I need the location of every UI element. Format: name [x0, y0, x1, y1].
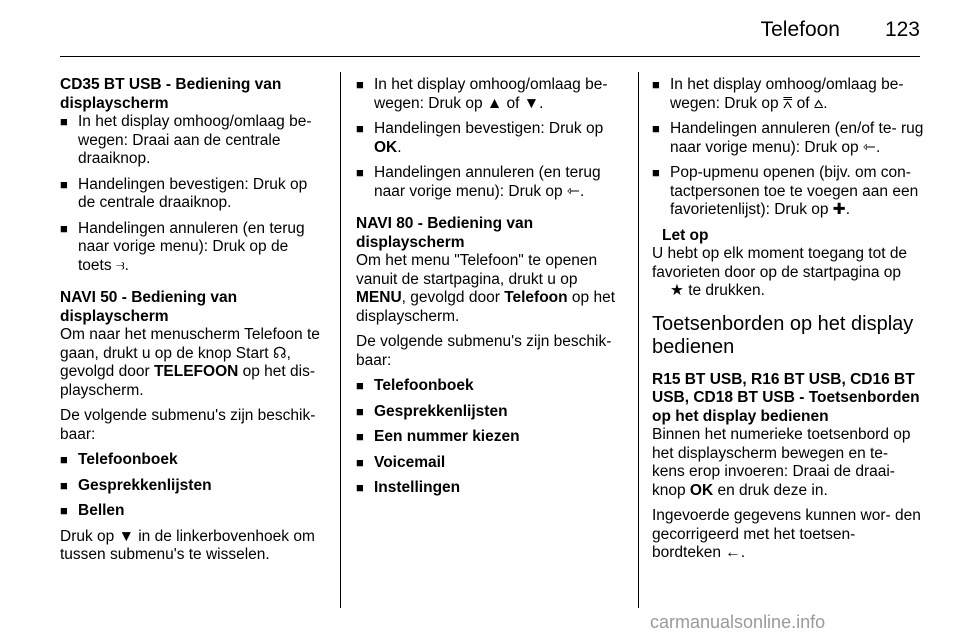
paragraph: De volgende submenu's zijn beschik- baar:: [60, 407, 316, 443]
list-item: ■ In het display omhoog/omlaag be- wegen: Druk op ⩞ of ⩟.: [652, 76, 904, 112]
list-item: ■ Voicemail: [356, 453, 446, 471]
paragraph: Binnen het numerieke toetsenbord op het displayscherm bewegen en te- kens erop invoeren: Draai de draai- knop OK en druk deze in.: [652, 426, 911, 499]
list-item: ■ Gesprekkenlijsten: [356, 402, 508, 420]
list-item: ■ In het display omhoog/omlaag be- wegen: Druk op ▲ of ▼.: [356, 76, 608, 112]
heading-navi80: NAVI 80 - Bediening van displayscherm: [356, 215, 534, 251]
page-number: 123: [884, 18, 920, 41]
column-2: [356, 76, 626, 505]
bullet-marker-icon: ■: [356, 403, 364, 419]
list-item: ■ Handelingen bevestigen: Druk op de centrale draaiknop.: [60, 175, 308, 211]
paragraph: De volgende submenu's zijn beschik- baar:: [356, 333, 612, 369]
bullet-marker-icon: ■: [60, 503, 68, 518]
list-item: ■ Handelingen annuleren (en terug naar vorige menu): Druk op de toets ⥽.: [60, 219, 305, 274]
paragraph: Druk op ▼ in de linkerbovenhoek om tussen submenu's te wisselen.: [60, 527, 315, 563]
page-header: [60, 0, 920, 57]
bullet-marker-icon: ■: [356, 454, 364, 470]
heading-cd35: CD35 BT USB - Bediening van displayscherm: [60, 76, 282, 112]
column-3: [652, 76, 924, 570]
paragraph: Ingevoerde gegevens kunnen wor- den gecorrigeerd met het toetsen- bordteken ←.: [652, 507, 921, 561]
list-item: ■ Handelingen annuleren (en terug naar vorige menu): Druk op ⇽.: [356, 164, 601, 200]
bullet-marker-icon: ■: [356, 429, 364, 444]
list-item: ■ Telefoonboek: [60, 451, 178, 468]
heading-navi50: NAVI 50 - Bediening van displayscherm: [60, 289, 238, 325]
bullet-marker-icon: ■: [356, 77, 364, 92]
list-item: ■ Instellingen: [356, 479, 461, 496]
bullet-marker-icon: ■: [356, 378, 364, 393]
note-label: Let op: [662, 226, 709, 244]
bullet-marker-icon: ■: [60, 176, 68, 192]
chapter-title: Telefoon: [760, 18, 840, 41]
list-item: ■ Handelingen annuleren (en/of te- rug naar vorige menu): Druk op ⇽.: [652, 120, 924, 156]
list-item: ■ Pop-upmenu openen (bijv. om con- tactpersonen toe te voegen aan een favorietenlijst): Druk op ✚.: [652, 164, 919, 218]
column-divider-1: [340, 72, 341, 608]
bullet-marker-icon: ■: [60, 477, 68, 493]
list-item: ■ In het display omhoog/omlaag be- wegen: Draai aan de centrale draaiknop.: [60, 113, 312, 167]
bullet-marker-icon: ■: [652, 121, 660, 136]
bullet-marker-icon: ■: [356, 165, 364, 180]
heading-keyboards: R15 BT USB, R16 BT USB, CD16 BT USB, CD18 BT USB - Toetsenborden op het display bedienen: [652, 370, 920, 425]
list-item: ■ Gesprekkenlijsten: [60, 476, 212, 494]
bullet-marker-icon: ■: [356, 480, 364, 495]
paragraph: Om het menu "Telefoon" te openen vanuit de startpagina, drukt u op MENU, gevolgd door Telefoon op het displayscherm.: [356, 252, 616, 325]
list-item: ■ Telefoonboek: [356, 377, 474, 394]
bullet-marker-icon: ■: [60, 220, 68, 236]
bullet-marker-icon: ■: [652, 77, 660, 92]
list-item: ■ Een nummer kiezen: [356, 428, 520, 445]
bullet-marker-icon: ■: [60, 452, 68, 467]
column-1: [60, 76, 322, 572]
section-title: Toetsenborden op het display bedienen: [652, 312, 914, 358]
list-item: ■ Bellen: [60, 502, 125, 519]
bullet-marker-icon: ■: [652, 165, 660, 180]
column-divider-2: [638, 72, 639, 608]
note-text: U hebt op elk moment toegang tot de favorieten door op de startpagina op ★ te drukken.: [652, 245, 908, 299]
paragraph: Om naar het menuscherm Telefoon te gaan, drukt u op de knop Start ☊, gevolgd door TELEFOON op het dis- playscherm.: [60, 326, 320, 399]
bullet-marker-icon: ■: [356, 121, 364, 136]
list-item: ■ Handelingen bevestigen: Druk op OK.: [356, 120, 604, 156]
bullet-marker-icon: ■: [60, 114, 68, 129]
watermark: carmanualsonline.info: [650, 612, 826, 632]
